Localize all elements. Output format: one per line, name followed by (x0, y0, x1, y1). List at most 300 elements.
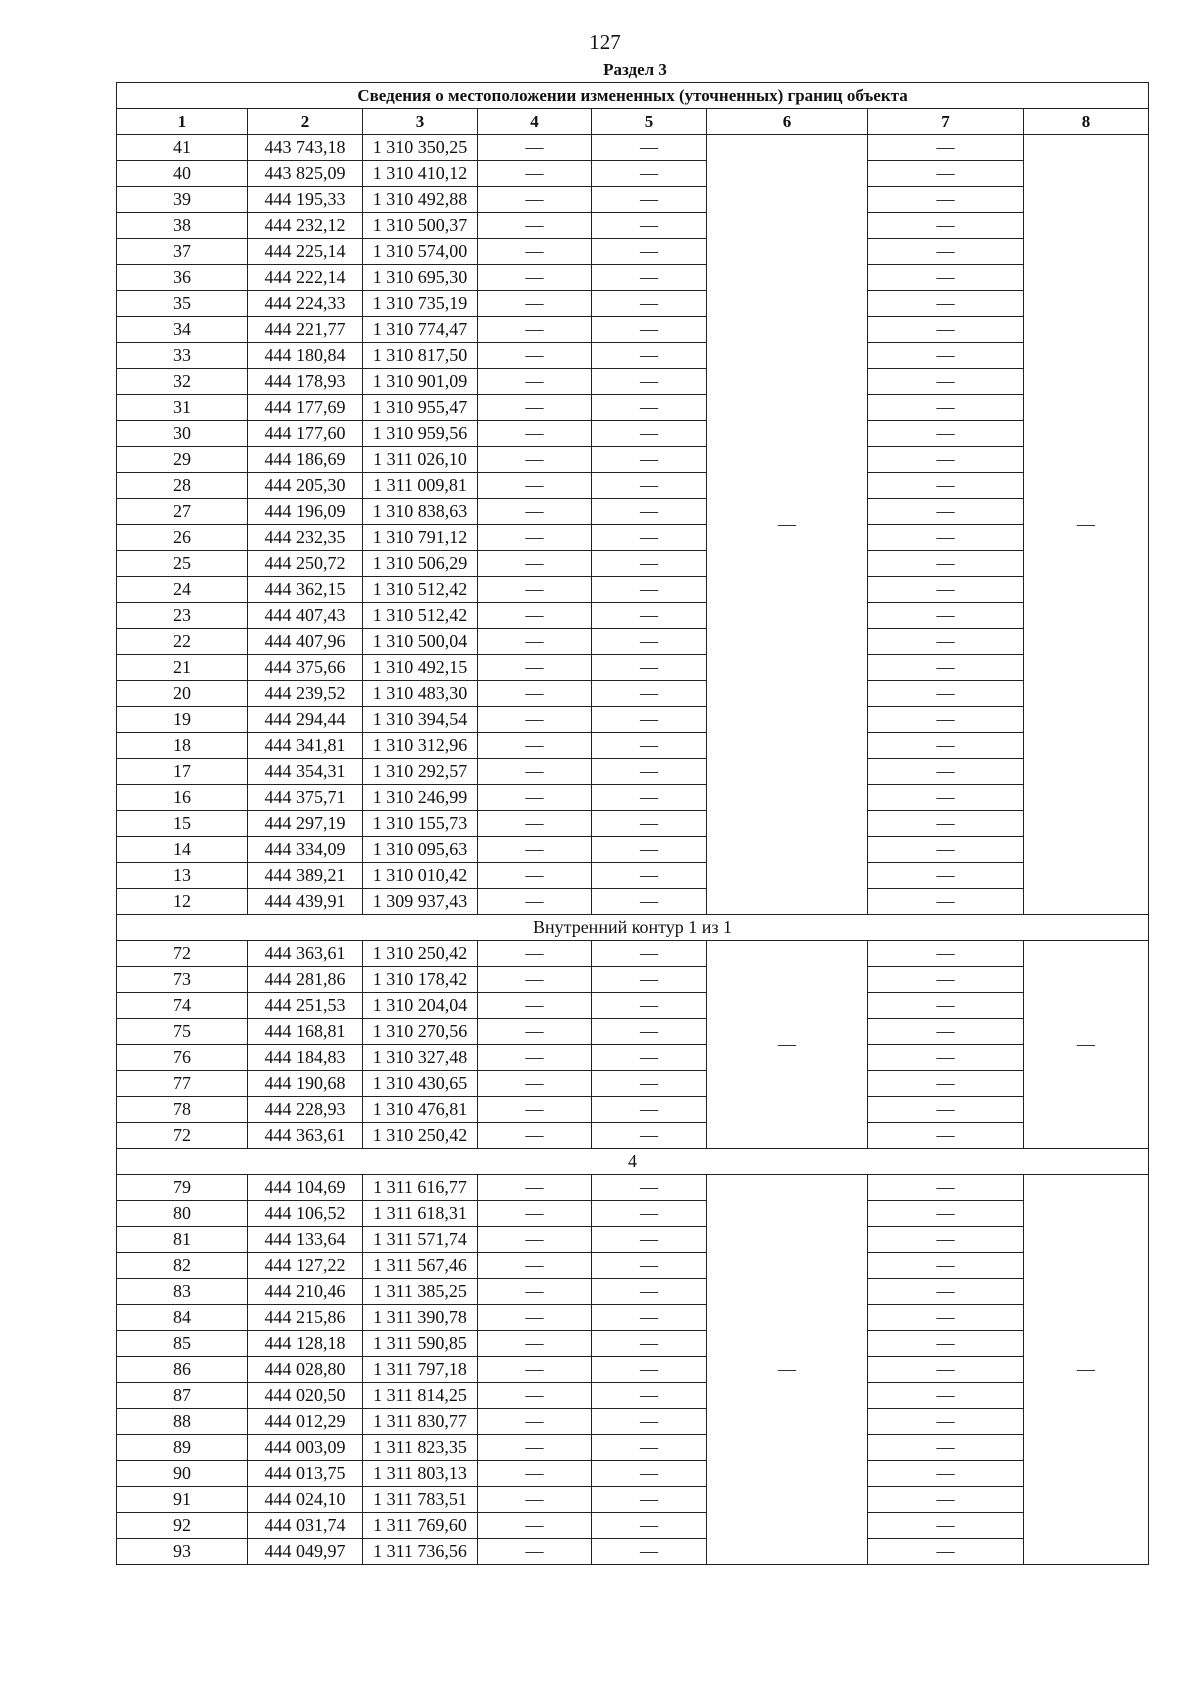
table-row (117, 1123, 1149, 1149)
x-coordinate-cell: 444 190,68 (248, 1071, 363, 1097)
column-7-cell: — (868, 1019, 1024, 1045)
point-number-cell: 19 (117, 707, 248, 733)
point-number-cell: 76 (117, 1045, 248, 1071)
column-5-cell: — (592, 473, 707, 499)
column-4-cell: — (478, 759, 592, 785)
column-7-cell: — (868, 707, 1024, 733)
point-number-cell: 31 (117, 395, 248, 421)
y-coordinate-cell: 1 310 350,25 (363, 135, 478, 161)
table-row (117, 1409, 1149, 1435)
column-4-cell: — (478, 1227, 592, 1253)
y-coordinate-cell: 1 310 492,88 (363, 187, 478, 213)
column-4-cell: — (478, 941, 592, 967)
table-row (117, 577, 1149, 603)
x-coordinate-cell: 444 407,96 (248, 629, 363, 655)
table-title: Сведения о местоположении измененных (уточненных) границ объекта (117, 83, 1149, 109)
point-number-cell: 20 (117, 681, 248, 707)
x-coordinate-cell: 444 281,86 (248, 967, 363, 993)
column-4-cell: — (478, 863, 592, 889)
column-5-cell: — (592, 161, 707, 187)
column-7-cell: — (868, 1383, 1024, 1409)
table-row (117, 135, 1149, 161)
x-coordinate-cell: 444 407,43 (248, 603, 363, 629)
y-coordinate-cell: 1 310 506,29 (363, 551, 478, 577)
point-number-cell: 21 (117, 655, 248, 681)
column-5-cell: — (592, 1383, 707, 1409)
point-number-cell: 79 (117, 1175, 248, 1201)
table-row (117, 1383, 1149, 1409)
table-row (117, 343, 1149, 369)
column-4-cell: — (478, 395, 592, 421)
column-4-cell: — (478, 785, 592, 811)
y-coordinate-cell: 1 310 327,48 (363, 1045, 478, 1071)
column-5-cell: — (592, 213, 707, 239)
column-7-cell: — (868, 1201, 1024, 1227)
table-row (117, 525, 1149, 551)
table-row (117, 291, 1149, 317)
x-coordinate-cell: 444 221,77 (248, 317, 363, 343)
y-coordinate-cell: 1 311 567,46 (363, 1253, 478, 1279)
y-coordinate-cell: 1 310 270,56 (363, 1019, 478, 1045)
column-7-cell: — (868, 473, 1024, 499)
column-5-cell: — (592, 1331, 707, 1357)
y-coordinate-cell: 1 310 512,42 (363, 603, 478, 629)
column-5-cell: — (592, 525, 707, 551)
x-coordinate-cell: 444 184,83 (248, 1045, 363, 1071)
column-7-cell: — (868, 421, 1024, 447)
table-row (117, 707, 1149, 733)
point-number-cell: 32 (117, 369, 248, 395)
x-coordinate-cell: 444 186,69 (248, 447, 363, 473)
column-4-cell: — (478, 1305, 592, 1331)
column-header: 6 (707, 109, 868, 135)
point-number-cell: 38 (117, 213, 248, 239)
x-coordinate-cell: 444 003,09 (248, 1435, 363, 1461)
column-7-cell: — (868, 1227, 1024, 1253)
table-row (117, 473, 1149, 499)
table-row (117, 369, 1149, 395)
column-5-cell: — (592, 1045, 707, 1071)
column-4-cell: — (478, 421, 592, 447)
column-6-merged-cell: — (707, 941, 868, 1149)
x-coordinate-cell: 444 228,93 (248, 1097, 363, 1123)
column-8-merged-cell: — (1024, 941, 1149, 1149)
table-row (117, 395, 1149, 421)
column-7-cell: — (868, 811, 1024, 837)
column-5-cell: — (592, 447, 707, 473)
x-coordinate-cell: 444 127,22 (248, 1253, 363, 1279)
table-row (117, 967, 1149, 993)
column-7-cell: — (868, 1539, 1024, 1565)
column-4-cell: — (478, 447, 592, 473)
y-coordinate-cell: 1 311 571,74 (363, 1227, 478, 1253)
y-coordinate-cell: 1 310 500,04 (363, 629, 478, 655)
x-coordinate-cell: 444 251,53 (248, 993, 363, 1019)
column-4-cell: — (478, 1513, 592, 1539)
point-number-cell: 87 (117, 1383, 248, 1409)
column-7-cell: — (868, 525, 1024, 551)
column-5-cell: — (592, 1253, 707, 1279)
point-number-cell: 24 (117, 577, 248, 603)
group-label-row (117, 915, 1149, 941)
x-coordinate-cell: 444 215,86 (248, 1305, 363, 1331)
point-number-cell: 14 (117, 837, 248, 863)
column-7-cell: — (868, 213, 1024, 239)
column-5-cell: — (592, 811, 707, 837)
column-4-cell: — (478, 811, 592, 837)
x-coordinate-cell: 444 222,14 (248, 265, 363, 291)
column-7-cell: — (868, 993, 1024, 1019)
table-row (117, 421, 1149, 447)
point-number-cell: 74 (117, 993, 248, 1019)
column-4-cell: — (478, 733, 592, 759)
column-5-cell: — (592, 629, 707, 655)
column-5-cell: — (592, 1305, 707, 1331)
x-coordinate-cell: 444 020,50 (248, 1383, 363, 1409)
x-coordinate-cell: 443 825,09 (248, 161, 363, 187)
table-row (117, 1201, 1149, 1227)
column-5-cell: — (592, 967, 707, 993)
y-coordinate-cell: 1 311 385,25 (363, 1279, 478, 1305)
x-coordinate-cell: 444 012,29 (248, 1409, 363, 1435)
point-number-cell: 22 (117, 629, 248, 655)
column-header: 7 (868, 109, 1024, 135)
point-number-cell: 18 (117, 733, 248, 759)
y-coordinate-cell: 1 310 250,42 (363, 941, 478, 967)
table-row (117, 837, 1149, 863)
column-5-cell: — (592, 1071, 707, 1097)
column-4-cell: — (478, 213, 592, 239)
y-coordinate-cell: 1 310 817,50 (363, 343, 478, 369)
column-5-cell: — (592, 1019, 707, 1045)
point-number-cell: 89 (117, 1435, 248, 1461)
y-coordinate-cell: 1 310 010,42 (363, 863, 478, 889)
table-row (117, 1487, 1149, 1513)
point-number-cell: 90 (117, 1461, 248, 1487)
y-coordinate-cell: 1 311 009,81 (363, 473, 478, 499)
y-coordinate-cell: 1 310 476,81 (363, 1097, 478, 1123)
column-4-cell: — (478, 1019, 592, 1045)
column-7-cell: — (868, 369, 1024, 395)
x-coordinate-cell: 444 177,60 (248, 421, 363, 447)
x-coordinate-cell: 444 177,69 (248, 395, 363, 421)
column-4-cell: — (478, 265, 592, 291)
point-number-cell: 27 (117, 499, 248, 525)
table-row (117, 317, 1149, 343)
table-row (117, 1539, 1149, 1565)
x-coordinate-cell: 444 049,97 (248, 1539, 363, 1565)
column-7-cell: — (868, 343, 1024, 369)
column-7-cell: — (868, 889, 1024, 915)
point-number-cell: 92 (117, 1513, 248, 1539)
table-row (117, 1253, 1149, 1279)
column-header: 5 (592, 109, 707, 135)
column-4-cell: — (478, 291, 592, 317)
y-coordinate-cell: 1 311 616,77 (363, 1175, 478, 1201)
column-5-cell: — (592, 343, 707, 369)
column-4-cell: — (478, 473, 592, 499)
point-number-cell: 72 (117, 941, 248, 967)
column-4-cell: — (478, 187, 592, 213)
y-coordinate-cell: 1 311 736,56 (363, 1539, 478, 1565)
table-row (117, 161, 1149, 187)
column-4-cell: — (478, 837, 592, 863)
y-coordinate-cell: 1 310 155,73 (363, 811, 478, 837)
column-5-cell: — (592, 421, 707, 447)
table-row (117, 265, 1149, 291)
point-number-cell: 72 (117, 1123, 248, 1149)
column-7-cell: — (868, 1045, 1024, 1071)
point-number-cell: 81 (117, 1227, 248, 1253)
column-7-cell: — (868, 551, 1024, 577)
column-header-row (117, 109, 1149, 135)
point-number-cell: 91 (117, 1487, 248, 1513)
x-coordinate-cell: 444 031,74 (248, 1513, 363, 1539)
y-coordinate-cell: 1 310 410,12 (363, 161, 478, 187)
x-coordinate-cell: 444 389,21 (248, 863, 363, 889)
y-coordinate-cell: 1 310 095,63 (363, 837, 478, 863)
column-5-cell: — (592, 135, 707, 161)
table-row (117, 629, 1149, 655)
column-7-cell: — (868, 291, 1024, 317)
column-4-cell: — (478, 655, 592, 681)
table-row (117, 1045, 1149, 1071)
column-4-cell: — (478, 239, 592, 265)
column-7-cell: — (868, 135, 1024, 161)
column-7-cell: — (868, 941, 1024, 967)
column-5-cell: — (592, 785, 707, 811)
x-coordinate-cell: 444 224,33 (248, 291, 363, 317)
table-row (117, 1019, 1149, 1045)
column-5-cell: — (592, 577, 707, 603)
point-number-cell: 35 (117, 291, 248, 317)
y-coordinate-cell: 1 311 814,25 (363, 1383, 478, 1409)
column-5-cell: — (592, 239, 707, 265)
column-header: 1 (117, 109, 248, 135)
point-number-cell: 33 (117, 343, 248, 369)
column-5-cell: — (592, 1123, 707, 1149)
y-coordinate-cell: 1 310 178,42 (363, 967, 478, 993)
y-coordinate-cell: 1 311 590,85 (363, 1331, 478, 1357)
point-number-cell: 86 (117, 1357, 248, 1383)
x-coordinate-cell: 444 133,64 (248, 1227, 363, 1253)
column-5-cell: — (592, 317, 707, 343)
column-7-cell: — (868, 1175, 1024, 1201)
point-number-cell: 84 (117, 1305, 248, 1331)
column-4-cell: — (478, 1331, 592, 1357)
column-8-merged-cell: — (1024, 135, 1149, 915)
x-coordinate-cell: 444 024,10 (248, 1487, 363, 1513)
x-coordinate-cell: 444 128,18 (248, 1331, 363, 1357)
y-coordinate-cell: 1 311 769,60 (363, 1513, 478, 1539)
column-5-cell: — (592, 759, 707, 785)
column-5-cell: — (592, 837, 707, 863)
column-6-merged-cell: — (707, 1175, 868, 1565)
x-coordinate-cell: 444 294,44 (248, 707, 363, 733)
table-row (117, 551, 1149, 577)
y-coordinate-cell: 1 311 618,31 (363, 1201, 478, 1227)
x-coordinate-cell: 444 232,12 (248, 213, 363, 239)
x-coordinate-cell: 444 297,19 (248, 811, 363, 837)
table-row (117, 993, 1149, 1019)
table-row (117, 1175, 1149, 1201)
point-number-cell: 88 (117, 1409, 248, 1435)
y-coordinate-cell: 1 311 797,18 (363, 1357, 478, 1383)
point-number-cell: 29 (117, 447, 248, 473)
table-row (117, 759, 1149, 785)
x-coordinate-cell: 444 250,72 (248, 551, 363, 577)
x-coordinate-cell: 444 363,61 (248, 941, 363, 967)
column-4-cell: — (478, 1201, 592, 1227)
y-coordinate-cell: 1 310 574,00 (363, 239, 478, 265)
column-7-cell: — (868, 161, 1024, 187)
x-coordinate-cell: 444 195,33 (248, 187, 363, 213)
column-4-cell: — (478, 1071, 592, 1097)
x-coordinate-cell: 444 210,46 (248, 1279, 363, 1305)
point-number-cell: 28 (117, 473, 248, 499)
column-7-cell: — (868, 967, 1024, 993)
point-number-cell: 85 (117, 1331, 248, 1357)
table-row (117, 1227, 1149, 1253)
point-number-cell: 75 (117, 1019, 248, 1045)
y-coordinate-cell: 1 311 823,35 (363, 1435, 478, 1461)
table-row (117, 1097, 1149, 1123)
table-row (117, 1461, 1149, 1487)
column-7-cell: — (868, 577, 1024, 603)
group-label-row (117, 1149, 1149, 1175)
column-4-cell: — (478, 629, 592, 655)
y-coordinate-cell: 1 310 838,63 (363, 499, 478, 525)
column-4-cell: — (478, 993, 592, 1019)
x-coordinate-cell: 444 028,80 (248, 1357, 363, 1383)
table-row (117, 1305, 1149, 1331)
column-5-cell: — (592, 1097, 707, 1123)
column-4-cell: — (478, 551, 592, 577)
y-coordinate-cell: 1 310 955,47 (363, 395, 478, 421)
column-4-cell: — (478, 1487, 592, 1513)
point-number-cell: 77 (117, 1071, 248, 1097)
column-6-merged-cell: — (707, 135, 868, 915)
point-number-cell: 83 (117, 1279, 248, 1305)
y-coordinate-cell: 1 310 292,57 (363, 759, 478, 785)
table-row (117, 655, 1149, 681)
y-coordinate-cell: 1 311 390,78 (363, 1305, 478, 1331)
column-5-cell: — (592, 1461, 707, 1487)
column-5-cell: — (592, 291, 707, 317)
column-7-cell: — (868, 759, 1024, 785)
column-7-cell: — (868, 1071, 1024, 1097)
column-7-cell: — (868, 1357, 1024, 1383)
y-coordinate-cell: 1 310 394,54 (363, 707, 478, 733)
y-coordinate-cell: 1 310 430,65 (363, 1071, 478, 1097)
column-5-cell: — (592, 863, 707, 889)
column-5-cell: — (592, 1409, 707, 1435)
y-coordinate-cell: 1 310 246,99 (363, 785, 478, 811)
column-4-cell: — (478, 525, 592, 551)
column-5-cell: — (592, 681, 707, 707)
table-row (117, 603, 1149, 629)
point-number-cell: 78 (117, 1097, 248, 1123)
column-header: 2 (248, 109, 363, 135)
table-row (117, 1357, 1149, 1383)
column-4-cell: — (478, 1097, 592, 1123)
column-7-cell: — (868, 239, 1024, 265)
column-7-cell: — (868, 1097, 1024, 1123)
table-row (117, 187, 1149, 213)
x-coordinate-cell: 444 354,31 (248, 759, 363, 785)
column-7-cell: — (868, 837, 1024, 863)
point-number-cell: 73 (117, 967, 248, 993)
y-coordinate-cell: 1 310 483,30 (363, 681, 478, 707)
section-title: Раздел 3 (603, 60, 667, 79)
column-4-cell: — (478, 317, 592, 343)
column-5-cell: — (592, 1279, 707, 1305)
y-coordinate-cell: 1 310 500,37 (363, 213, 478, 239)
coordinates-table (116, 82, 1149, 1565)
column-5-cell: — (592, 1513, 707, 1539)
column-4-cell: — (478, 1461, 592, 1487)
column-5-cell: — (592, 941, 707, 967)
column-7-cell: — (868, 447, 1024, 473)
column-5-cell: — (592, 369, 707, 395)
point-number-cell: 26 (117, 525, 248, 551)
y-coordinate-cell: 1 310 959,56 (363, 421, 478, 447)
x-coordinate-cell: 444 106,52 (248, 1201, 363, 1227)
x-coordinate-cell: 443 743,18 (248, 135, 363, 161)
point-number-cell: 12 (117, 889, 248, 915)
y-coordinate-cell: 1 310 492,15 (363, 655, 478, 681)
column-4-cell: — (478, 889, 592, 915)
table-row (117, 239, 1149, 265)
column-7-cell: — (868, 187, 1024, 213)
point-number-cell: 15 (117, 811, 248, 837)
column-4-cell: — (478, 603, 592, 629)
column-5-cell: — (592, 551, 707, 577)
table-row (117, 213, 1149, 239)
column-4-cell: — (478, 1409, 592, 1435)
table-row (117, 941, 1149, 967)
point-number-cell: 25 (117, 551, 248, 577)
column-7-cell: — (868, 1435, 1024, 1461)
column-4-cell: — (478, 135, 592, 161)
column-5-cell: — (592, 655, 707, 681)
column-header: 3 (363, 109, 478, 135)
table-row (117, 785, 1149, 811)
y-coordinate-cell: 1 310 204,04 (363, 993, 478, 1019)
column-7-cell: — (868, 629, 1024, 655)
column-7-cell: — (868, 785, 1024, 811)
point-number-cell: 34 (117, 317, 248, 343)
x-coordinate-cell: 444 168,81 (248, 1019, 363, 1045)
column-7-cell: — (868, 1279, 1024, 1305)
table-row (117, 1071, 1149, 1097)
column-4-cell: — (478, 161, 592, 187)
column-4-cell: — (478, 967, 592, 993)
column-7-cell: — (868, 603, 1024, 629)
table-row (117, 811, 1149, 837)
column-5-cell: — (592, 1175, 707, 1201)
x-coordinate-cell: 444 362,15 (248, 577, 363, 603)
column-7-cell: — (868, 395, 1024, 421)
column-7-cell: — (868, 1305, 1024, 1331)
column-7-cell: — (868, 1409, 1024, 1435)
column-5-cell: — (592, 499, 707, 525)
column-5-cell: — (592, 1435, 707, 1461)
x-coordinate-cell: 444 375,66 (248, 655, 363, 681)
column-4-cell: — (478, 343, 592, 369)
column-4-cell: — (478, 1123, 592, 1149)
point-number-cell: 36 (117, 265, 248, 291)
